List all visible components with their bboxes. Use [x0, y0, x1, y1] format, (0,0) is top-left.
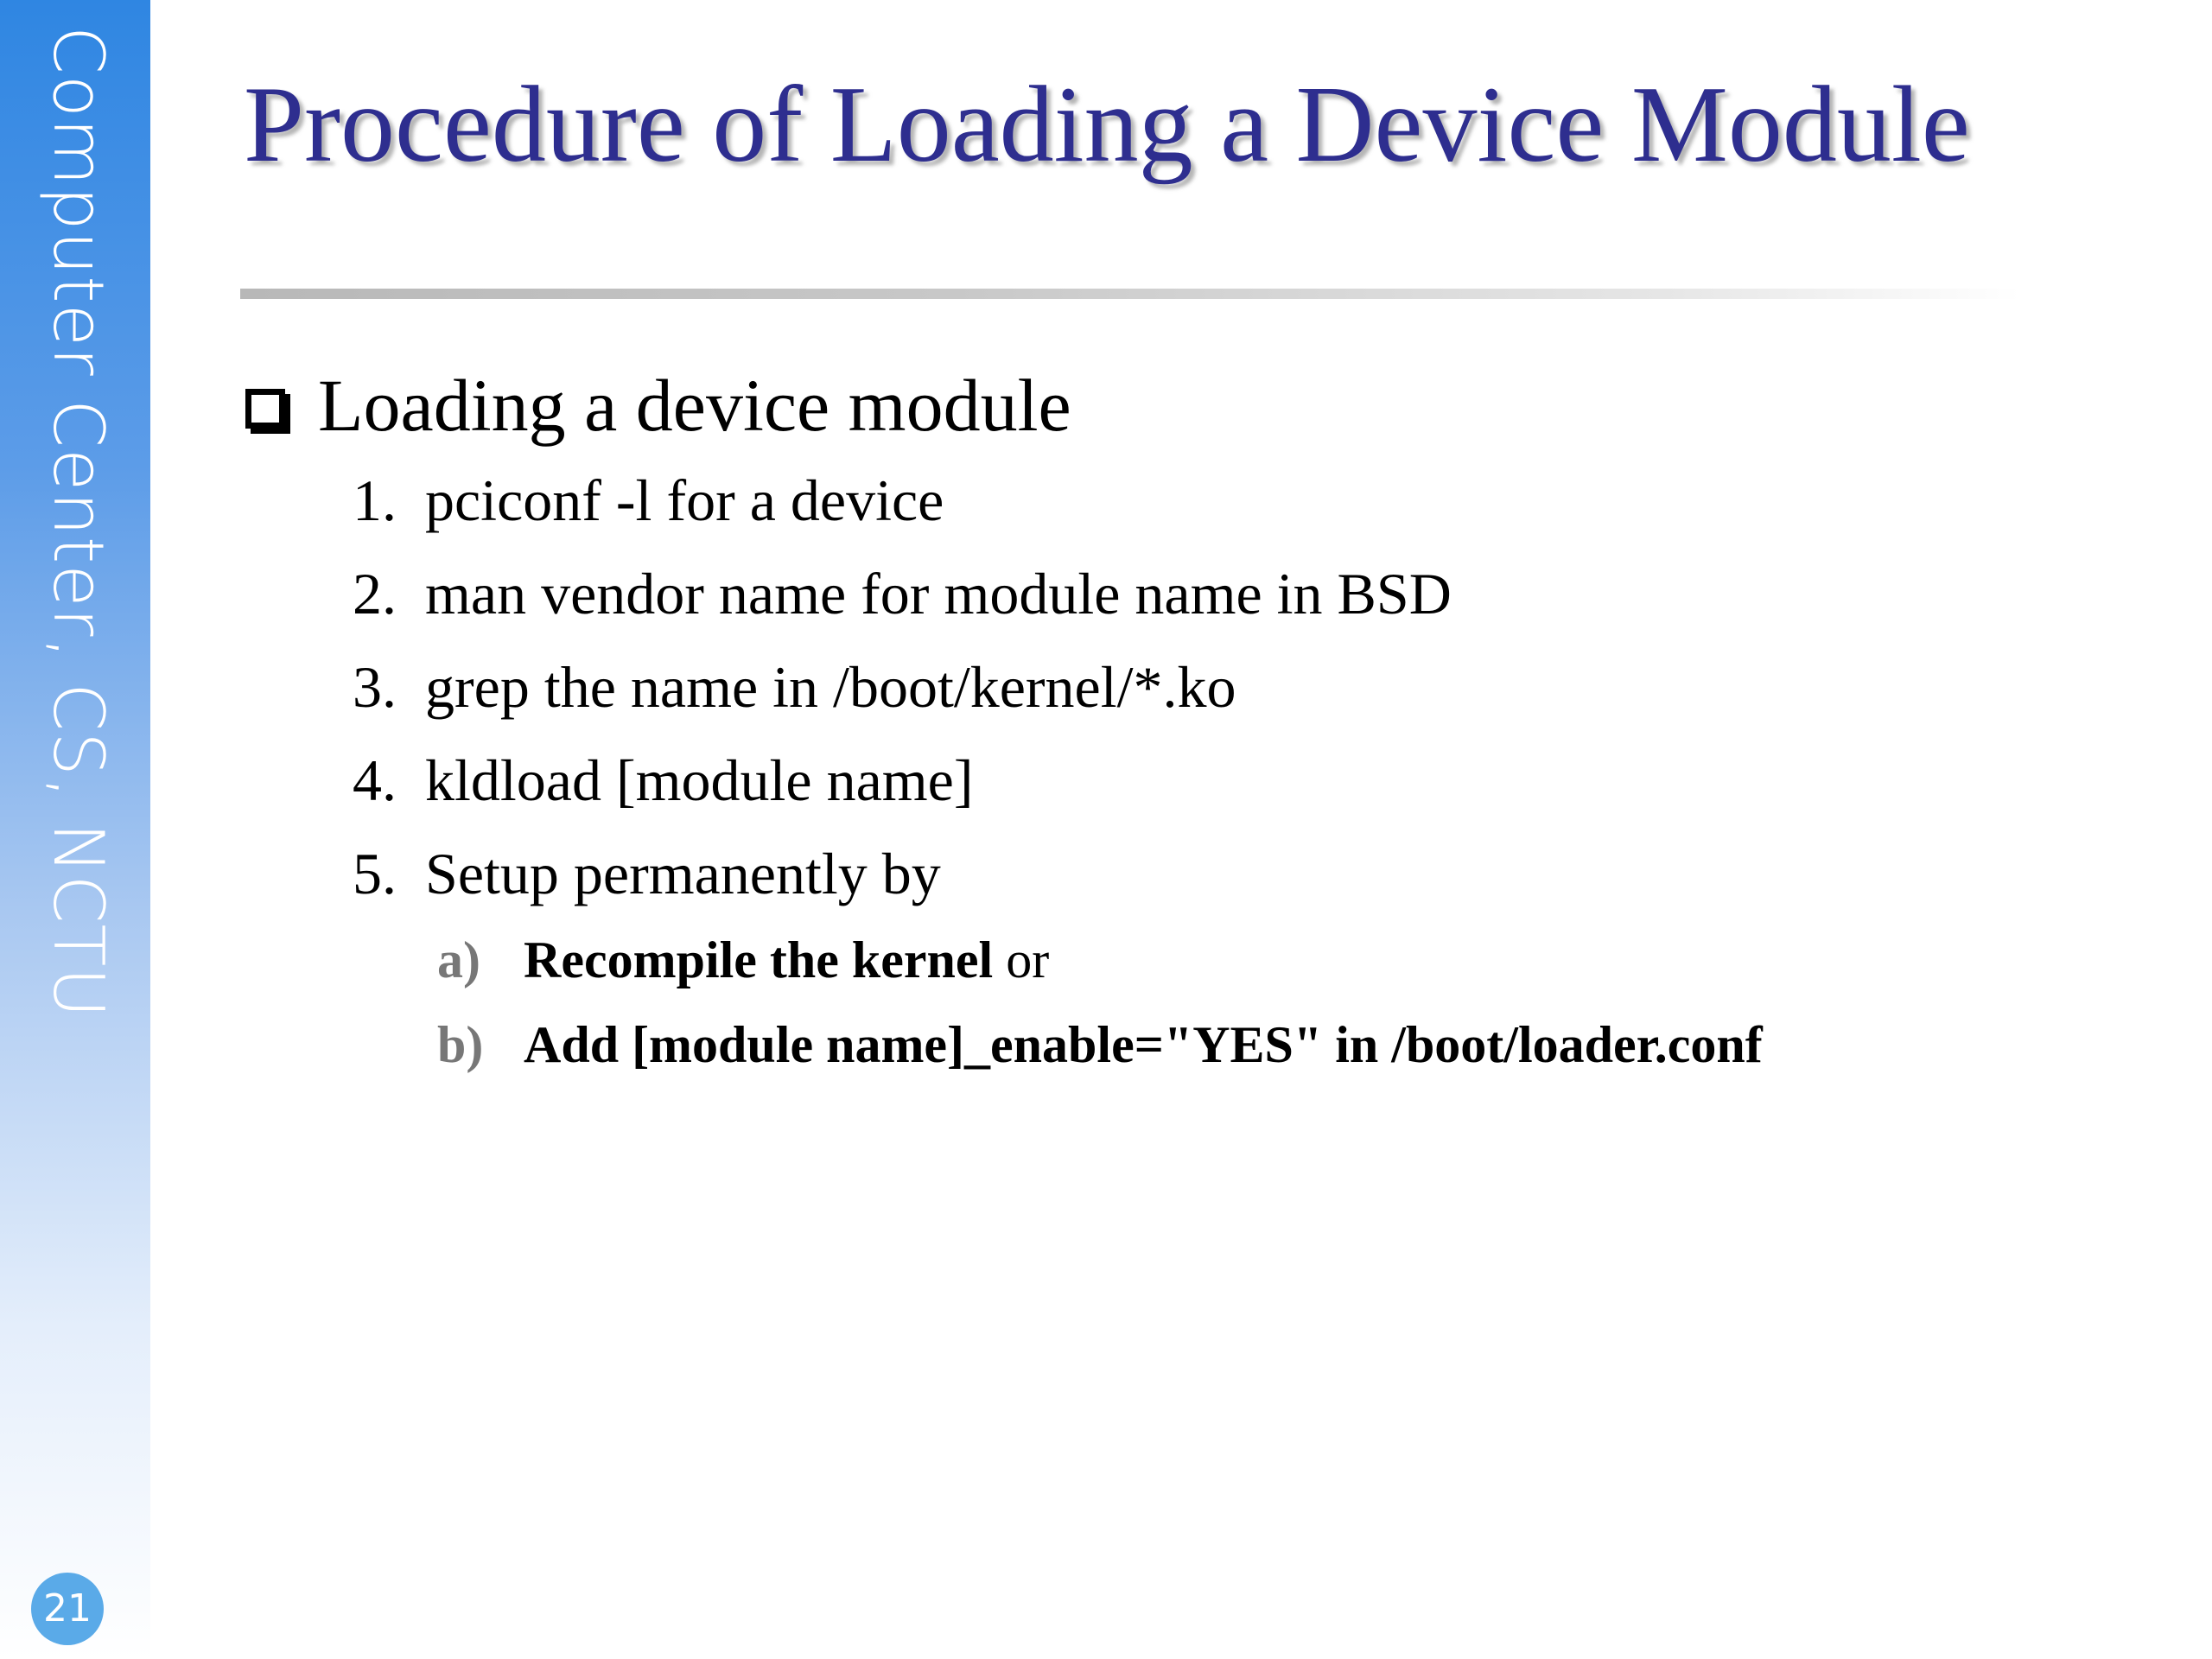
substep-suffix: or — [993, 931, 1050, 988]
list-item — [437, 931, 1763, 1015]
page-number-badge: 21 — [31, 1573, 104, 1645]
step-number: 1. — [353, 467, 397, 533]
main-bullet — [245, 361, 1071, 450]
list-item — [353, 653, 1452, 747]
step-text: grep the name in /boot/kernel/*.ko — [425, 654, 1236, 720]
step-text: Setup permanently by — [425, 841, 941, 906]
substep-bold-text: Recompile the kernel — [524, 931, 994, 988]
list-item — [353, 747, 1452, 840]
substep-letter: b) — [437, 1016, 484, 1073]
list-item — [437, 1015, 1763, 1100]
step-text: man vendor name for module name in BSD — [425, 561, 1452, 626]
substep-bold-text: Add [module name]_enable="YES" in /boot/loader.conf — [524, 1016, 1763, 1073]
substep-letter: a) — [437, 931, 480, 988]
main-bullet-text: Loading a device module — [318, 364, 1071, 447]
list-item — [353, 560, 1452, 653]
substeps-list — [437, 931, 1763, 1100]
step-number: 4. — [353, 747, 397, 813]
slide-title: Procedure of Loading a Device Module — [244, 65, 1970, 185]
step-number: 2. — [353, 561, 397, 626]
sidebar-title: Computer Center, CS, NCTU — [38, 26, 118, 1019]
step-number: 5. — [353, 841, 397, 906]
list-item — [353, 840, 1452, 933]
title-divider — [240, 289, 2020, 299]
list-item — [353, 467, 1452, 560]
checkbox-bullet-icon — [245, 389, 285, 429]
step-text: pciconf -l for a device — [425, 467, 944, 533]
steps-list — [353, 467, 1452, 933]
step-number: 3. — [353, 654, 397, 720]
step-text: kldload [module name] — [425, 747, 974, 813]
sidebar — [0, 0, 150, 1659]
